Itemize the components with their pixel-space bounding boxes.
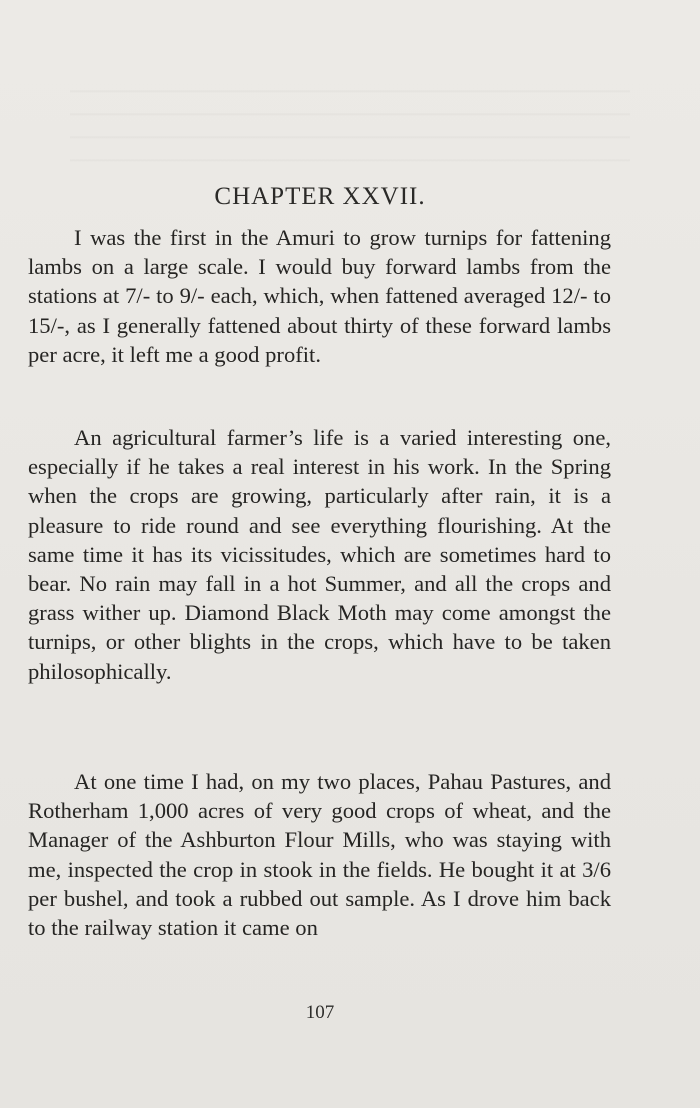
chapter-title: CHAPTER XXVII. — [214, 183, 426, 210]
paragraph-2 — [28, 423, 611, 686]
paragraph-text: At one time I had, on my two places, Pahau Pastures, and Rotherham 1,000 acres of very good crops of wheat, and the Manager of the Ashburton Flour Mills, who was staying with me, inspected the crop in stook in the fields. He bought it at 3/6 per bushel, and took a rubbed out sample. As I drove him back to the railway station it came on — [28, 769, 611, 941]
paragraph-3 — [28, 767, 611, 942]
paragraph-text: I was the first in the Amuri to grow turnips for fattening lambs on a large scale. I would buy forward lambs from the stations at 7/- to 9/- each, which, when fattened averaged 12/- to 15/-, as I generally fattened about thirty of these forward lambs per acre, it left me a good profit. — [28, 225, 611, 367]
show-through-text — [70, 70, 630, 180]
paragraph-text: An agricultural farmer’s life is a varied interesting one, especially if he takes a real interest in his work. In the Spring when the crops are growing, particularly after rain, it is a pleasure to ride round and see everything flourishing. At the same time it has its vicissitudes, which are sometimes hard to bear. No rain may fall in a hot Summer, and all the crops and grass wither up. Diamond Black Moth may come amongst the turnips, or other blights in the crops, which have to be taken philosophically. — [28, 425, 611, 684]
paragraph-1 — [28, 223, 611, 369]
page-number: 107 — [305, 1002, 335, 1023]
